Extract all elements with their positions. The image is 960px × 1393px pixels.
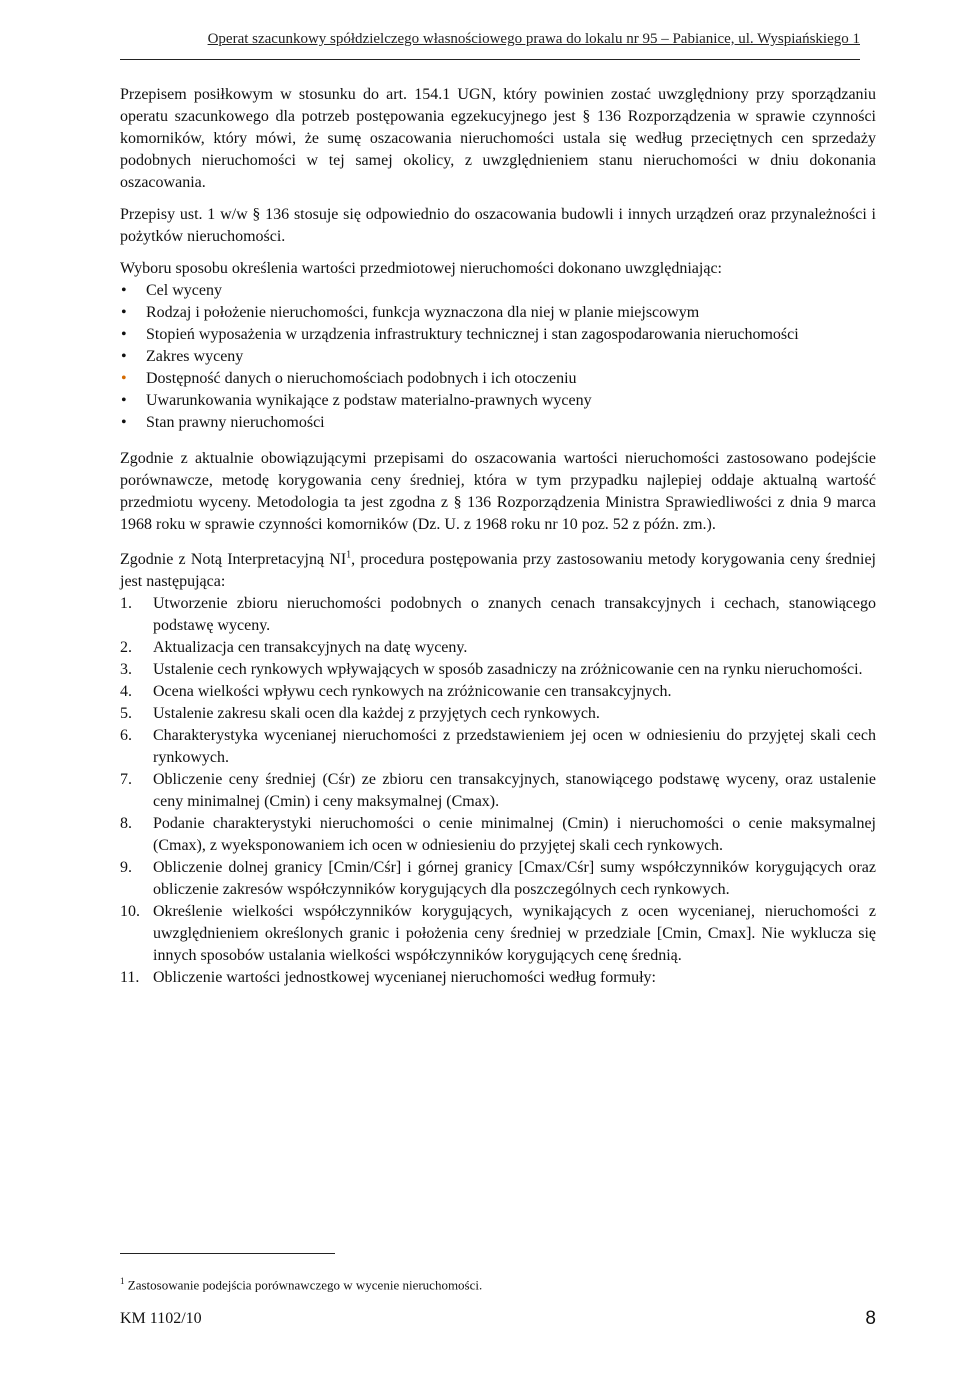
list-item: 11. Obliczenie wartości jednostkowej wycenianej nieruchomości według formuły: [120,969,656,986]
list-item: • Zakres wyceny [120,346,876,368]
list-item: 7. Obliczenie ceny średniej (Cśr) ze zbioru cen transakcyjnych, stanowiącego podstawę wyceny, oraz ustalenie ceny minimalnej (Cmin) i ceny maksymalnej (Cmax). [120,771,876,810]
page-number: 8 [865,1308,876,1329]
list-item: • Dostępność danych o nieruchomościach podobnych i ich otoczeniu [120,368,876,390]
document-reference: KM 1102/10 [120,1310,202,1327]
paragraph-procedure-intro: Zgodnie z Notą Interpretacyjną NI$^1$, procedura postępowania przy zastosowaniu metody korygowania ceny średniej jest następująca: [120,549,876,590]
list-item: 8. Podanie charakterystyki nieruchomości o cenie minimalnej (Cmin) i nieruchomości o cenie maksymalnej (Cmax), z wyeksponowaniem ich ocen w odniesieniu do przyjętej skali cech rynkowych. [120,815,876,854]
bullet-icon: • [121,392,127,409]
bullet-icon: • [121,282,127,299]
list-item: • Stopień wyposażenia w urządzenia infrastruktury technicznej i stan zagospodarowania nieruchomości [120,324,876,346]
paragraph-scope: Przepisy ust. 1 w/w § 136 stosuje się odpowiednio do oszacowania budowli i innych urządzeń oraz przynależności i pożytków nieruchomości. [120,206,876,245]
list-item: 2. Aktualizacja cen transakcyjnych na datę wyceny. [120,639,468,656]
bullet-icon: • [121,304,127,321]
list-item: • Stan prawny nieruchomości [120,412,876,434]
footnote-divider [120,1253,335,1254]
bullet-icon: • [121,348,127,365]
bullet-icon: • [121,326,127,343]
list-item: 9. Obliczenie dolnej granicy [Cmin/Cśr] i górnej granicy [Cmax/Cśr] sumy współczynników korygujących oraz obliczenie zakresów współczynników korygujących dla poszczególnych cech rynkowych. [120,859,876,898]
footnote-marker: 1 [120,1276,125,1286]
list-item: 3. Ustalenie cech rynkowych wpływających w sposób zasadniczy na zróżnicowanie cen na rynku nieruchomości. [120,661,863,678]
list-item: 6. Charakterystyka wycenianej nieruchomości z przedstawieniem jej ocen w odniesieniu do przyjętej skali cech rynkowych. [120,727,876,766]
page-header: Operat szacunkowy spółdzielczego własnościowego prawa do lokalu nr 95 – Pabianice, ul. Wyspiańskiego 1 [207,31,860,47]
footnote: $^1$ Zastosowanie podejścia porównawczego w wycenie nieruchomości. [120,1276,483,1293]
bullet-icon: • [121,370,127,387]
paragraph-method-intro: Wyboru sposobu określenia wartości przedmiotowej nieruchomości dokonano uwzględniając: [120,260,722,277]
list-item: • Rodzaj i położenie nieruchomości, funkcja wyznaczona dla niej w planie miejscowym [120,302,876,324]
header-divider [120,59,860,60]
procedure-steps [120,593,876,989]
list-item: 1. Utworzenie zbioru nieruchomości podobnych o znanych cenach transakcyjnych i cechach, stanowiącego podstawę wyceny. [120,595,876,634]
bullet-icon: • [121,414,127,431]
paragraph-approach: Zgodnie z aktualnie obowiązującymi przepisami do oszacowania wartości nieruchomości zastosowano podejście porównawcze, metodę korygowania ceny średniej, która w tym przypadku najlepiej oddaje aktualną wartość przedmiotu wyceny. Metodologia ta jest zgodna z § 136 Rozporządzenia Ministra Sprawiedliwości z dnia 9 marca 1968 roku w sprawie czynności komorników (Dz. U. z 1968 roku nr 10 poz. 52 z późn. zm.). [120,450,876,533]
list-item: 5. Ustalenie zakresu skali ocen dla każdej z przyjętych cech rynkowych. [120,705,600,722]
list-item: • Uwarunkowania wynikające z podstaw materialno-prawnych wyceny [120,390,876,412]
document-body [120,84,876,989]
criteria-list [120,280,876,434]
list-item: • Cel wyceny [120,280,876,302]
list-item: 4. Ocena wielkości wpływu cech rynkowych na zróżnicowanie cen transakcyjnych. [120,683,672,700]
list-item: 10. Określenie wielkości współczynników korygujących, wynikających z ocen wycenianej, nieruchomości z uwzględnieniem określonych granic i położenia ceny średniej w przedziale [Cmin, Cmax]. Nie wyklucza się innych sposobów ustalania wielkości współczynników korygujących cenę średnią. [120,903,876,964]
footnote-reference[interactable]: 1 [346,549,352,561]
paragraph-legal-basis: Przepisem posiłkowym w stosunku do art. 154.1 UGN, który powinien zostać uwzględniony przy sporządzaniu operatu szacunkowego dla potrzeb postępowania egzekucyjnego jest § 136 Rozporządzenia w sprawie czynności komorników, który mówi, że sumę oszacowania nieruchomości ustala się według przeciętnych cen sprzedaży podobnych nieruchomości w tej samej okolicy, z uwzględnieniem stanu nieruchomości w dniu dokonania oszacowania. [120,86,876,191]
